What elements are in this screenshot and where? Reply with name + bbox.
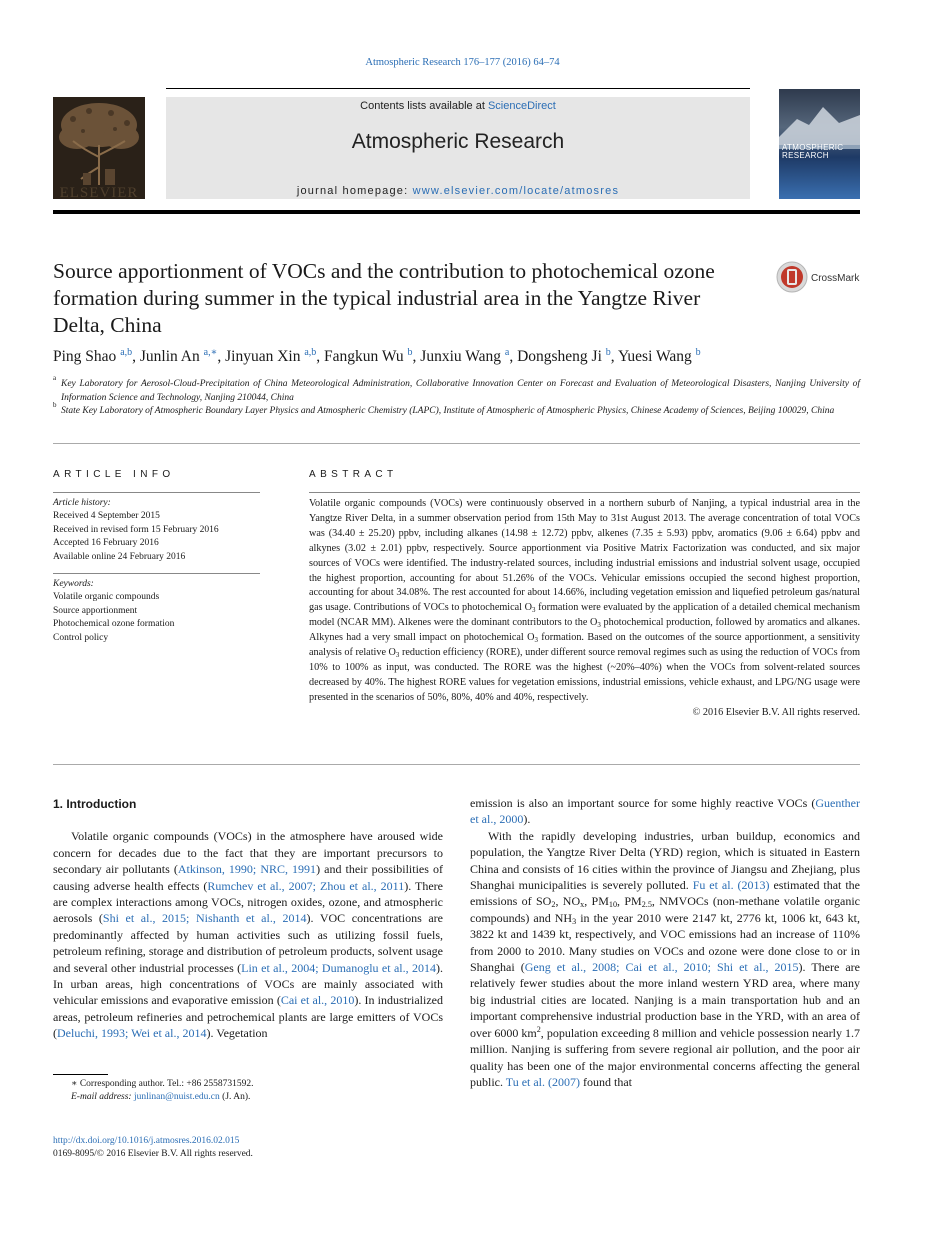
journal-cover-thumbnail[interactable] bbox=[779, 89, 860, 199]
body-column-right bbox=[470, 795, 860, 1090]
citation-link[interactable]: Deluchi, 1993; Wei et al., 2014 bbox=[57, 1026, 207, 1041]
journal-name: Atmospheric Research bbox=[351, 130, 565, 153]
contents-availability: Contents lists available at ScienceDirect bbox=[360, 100, 556, 112]
issn-line: 0169-8095/© 2016 Elsevier B.V. All rights reserved. bbox=[53, 1149, 253, 1160]
author[interactable]: Fangkun Wu $^b$ bbox=[324, 347, 413, 365]
affiliations bbox=[53, 374, 860, 419]
masthead-bottom-rule bbox=[53, 210, 860, 214]
paragraph: With the rapidly developing industries, urban buildup, economics and population, the Yangtze River Delta (YRD) region, which is situated in Eastern China and consists of 16 cities within the province of Jiangsu and Zhejiang, plus Shanghai municipalities is severely polluted. Fu et al. (2013) estimated that the emissions of $SO_2$, $NO_x$, $PM_{10}$, $PM_{2.5}$, NMVOCs (non-methane volatile organic compounds) and $NH_3$ in the year 2010 were 2147 kt, 2776 kt, 1006 kt, 643 kt, 3822 kt and 1439 kt, respectively, and VOC emissions had an increase of 110% from 2000 to 2010. Many studies on VOCs and ozone were done close to or in Shanghai (Geng et al., 2008; Cai et al., 2010; Shi et al., 2015). There are relatively fewer studies about the more inland western YRD area, where many big industrial cities are located. Nanjing is a main transportation hub and an important comprehensive industrial production base in the YRD, with an area of over 6000 $km^2$, population exceeding 8 million and vehicle possession nearly 1.7 million. Nanjing is suffering from severe regional air pollution, and the poor air quality has been one of the major environmental concerns affecting the general public. Tu et al. (2007) found that bbox=[470, 828, 861, 1089]
author[interactable]: Dongsheng Ji $^b$ bbox=[517, 347, 611, 365]
abstract-rule bbox=[309, 492, 860, 493]
section-heading: 1. Introduction bbox=[53, 797, 137, 811]
abstract-heading: ABSTRACT bbox=[309, 469, 398, 480]
homepage-link[interactable]: www.elsevier.com/locate/atmosres bbox=[412, 185, 620, 197]
keywords-label: Keywords: bbox=[53, 579, 94, 589]
affiliation: a Key Laboratory for Aerosol-Cloud-Precipitation of China Meteorological Administration, Collaborative Innovation Center on Forecast and Evaluation of Meteorological Disasters, Nanjing University of Information Science and Technology, Nanjing 210044, China bbox=[53, 374, 860, 403]
article-info-heading: ARTICLE INFO bbox=[53, 469, 175, 480]
crossmark-badge[interactable] bbox=[776, 261, 866, 295]
journal-homepage: journal homepage: www.elsevier.com/locate/atmosres bbox=[296, 185, 620, 197]
history-item: Received in revised form 15 February 2016 bbox=[53, 524, 219, 535]
history-label: Article history: bbox=[53, 498, 111, 508]
keyword: Source apportionment bbox=[53, 605, 138, 616]
keywords bbox=[53, 578, 260, 645]
citation-link[interactable]: Geng et al., 2008; Cai et al., 2010; Shi et al., 2015 bbox=[524, 960, 799, 975]
keyword: Control policy bbox=[53, 632, 109, 643]
journal-citation[interactable]: Atmospheric Research 176–177 (2016) 64–74 bbox=[365, 57, 560, 68]
doi-link[interactable]: http://dx.doi.org/10.1016/j.atmosres.2016.02.015 bbox=[53, 1136, 240, 1146]
body-column-left bbox=[53, 795, 443, 1042]
affiliation: b State Key Laboratory of Atmospheric Boundary Layer Physics and Atmospheric Chemistry (LAPC), Institute of Atmospheric of Atmospheric Physics, Chinese Academy of Sciences, Beijing 100029, China bbox=[53, 401, 835, 416]
citation-link[interactable]: Fu et al. (2013) bbox=[692, 878, 770, 893]
citation-link[interactable]: Shi et al., 2015; Nishanth et al., 2014 bbox=[102, 911, 307, 926]
masthead-top-rule bbox=[166, 88, 750, 89]
footnote bbox=[53, 1078, 443, 1104]
paragraph: Volatile organic compounds (VOCs) in the atmosphere have aroused wide concern for decades due to the fact that they are important precursors to secondary air pollutants (Atkinson, 1990; NRC, 1991) and their possibilities of causing adverse health effects (Rumchev et al., 2007; Zhou et al., 2011). There are complex interactions among VOCs, nitrogen oxides, ozone, and atmospheric aerosols (Shi et al., 2015; Nishanth et al., 2014). VOC concentrations are predominantly affected by human activities such as utilizing fossil fuels, petroleum refining, storage and distribution of petroleum products, solvent usage and several other industrial processes (Lin et al., 2004; Dumanoglu et al., 2014). In urban areas, high concentrations of VOCs are mainly associated with vehicular emissions and evaporative emission (Cai et al., 2010). In industrialized areas, petroleum refineries and petrochemical plants are large emitters of VOCs (Deluchi, 1993; Wei et al., 2014). Vegetation bbox=[53, 829, 444, 1041]
sciencedirect-link[interactable]: ScienceDirect bbox=[487, 100, 556, 112]
abstract-body bbox=[309, 497, 860, 721]
author[interactable]: Junlin An $^{a,∗}$ bbox=[139, 347, 218, 365]
author-list: Ping Shao $^{a,b}$, Junlin An $^{a,∗}$, Jinyuan Xin $^{a,b}$, Fangkun Wu $^b$, Junxiu Wang $^a$, Dongsheng Ji $^b$, Yuesi Wang $^b$ bbox=[53, 347, 701, 365]
tree-emblem-icon bbox=[53, 97, 145, 199]
citation-link[interactable]: Lin et al., 2004; Dumanoglu et al., 2014 bbox=[241, 960, 436, 975]
crossmark-icon bbox=[776, 261, 808, 293]
journal-banner bbox=[166, 97, 750, 199]
citation-link[interactable]: Atkinson, 1990; NRC, 1991 bbox=[177, 862, 317, 877]
footnote-rule bbox=[53, 1074, 108, 1075]
keywords-rule bbox=[53, 573, 260, 574]
abstract-text: Volatile organic compounds (VOCs) were continuously observed in a northern suburb of Nanjing, a typical industrial area in the Yangtze River Delta, in a summer observation period from 15th May to 31st August 2013. The average concentration of total VOCs was (34.40 ± 25.20) ppbv, including alkanes (14.98 ± 12.72) ppbv, alkenes (7.35 ± 5.93) ppbv, aromatics (9.06 ± 6.64) ppbv and alkynes (3.02 ± 2.01) ppbv, respectively. Source apportionment via Positive Matrix Factorization was conducted, and six major sources of VOCs were identified. The industry-related sources, including industrial emissions and industrial solvent usage, occupied the highest proportion, accounting for about 51.26% of the VOCs. Vehicular emissions occupied the second highest proportion, accounting for about 34.08%. The rest accounted for about 14.66%, including vegetation emission and liquefied petroleum gas/natural gas usage. Contributions of VOCs to photochemical $O_3$ formation were evaluated by the application of a detailed chemical mechanism model (NCAR MM). Alkenes were the dominant contributors to the $O_3$ photochemical production, followed by aromatics and alkanes. Alkynes had a very small impact on photochemical $O_3$ formation. Based on the outcomes of the source apportionment, a sensitivity analysis of relative $O_3$ reduction efficiency (RORE), under different source removal regimes such as using the reduction of VOCs from 10% to 100% as input, was conducted. The RORE was the highest (~20%–40%) when the VOCs from solvent-related sources decreased by 40%. The highest RORE values for vegetation emissions, industrial emissions, vehicle exhaust, and LPG/NG usage were presented in the scenarios of 50%, 80%, 40% and 40%, respectively. bbox=[309, 498, 861, 703]
history-item: Received 4 September 2015 bbox=[53, 511, 160, 522]
author[interactable]: Yuesi Wang $^b$ bbox=[617, 347, 701, 365]
citation-link[interactable]: Rumchev et al., 2007; Zhou et al., 2011 bbox=[207, 878, 405, 893]
article-title: Source apportionment of VOCs and the contribution to photochemical ozone formation during summer in the typical industrial area in the Yangtze River Delta, China bbox=[53, 259, 715, 337]
abstract-copyright: © 2016 Elsevier B.V. All rights reserved. bbox=[692, 706, 860, 718]
keyword: Volatile organic compounds bbox=[53, 592, 160, 603]
article-info-rule bbox=[53, 492, 260, 493]
elsevier-logo[interactable] bbox=[53, 97, 145, 199]
history-item: Available online 24 February 2016 bbox=[53, 551, 186, 562]
citation-link[interactable]: Tu et al. (2007) bbox=[505, 1074, 581, 1089]
corresponding-author: ∗ Corresponding author. Tel.: +86 2558731592. bbox=[71, 1079, 254, 1089]
email-link[interactable]: junlinan@nuist.edu.cn bbox=[133, 1092, 220, 1103]
crossmark-label: CrossMark bbox=[811, 273, 860, 284]
paragraph: emission is also an important source for some highly reactive VOCs (Guenther et al., 2000). bbox=[470, 796, 860, 827]
page-footer bbox=[53, 1135, 453, 1161]
keyword: Photochemical ozone formation bbox=[53, 619, 175, 630]
body-divider bbox=[53, 764, 860, 765]
author[interactable]: Junxiu Wang $^a$ bbox=[420, 347, 510, 365]
citation-link[interactable]: Guenther et al., 2000 bbox=[470, 796, 860, 827]
article-history bbox=[53, 497, 260, 564]
citation-link[interactable]: Cai et al., 2010 bbox=[280, 993, 355, 1008]
header-divider bbox=[53, 443, 860, 444]
author[interactable]: Jinyuan Xin $^{a,b}$ bbox=[225, 347, 317, 365]
svg-text:ELSEVIER: ELSEVIER bbox=[59, 185, 139, 199]
email-line: E-mail address: junlinan@nuist.edu.cn (J. An). bbox=[71, 1092, 251, 1103]
author[interactable]: Ping Shao $^{a,b}$ bbox=[53, 347, 133, 365]
history-item: Accepted 16 February 2016 bbox=[53, 538, 159, 549]
cover-title: ATMOSPHERIC RESEARCH bbox=[782, 143, 844, 160]
